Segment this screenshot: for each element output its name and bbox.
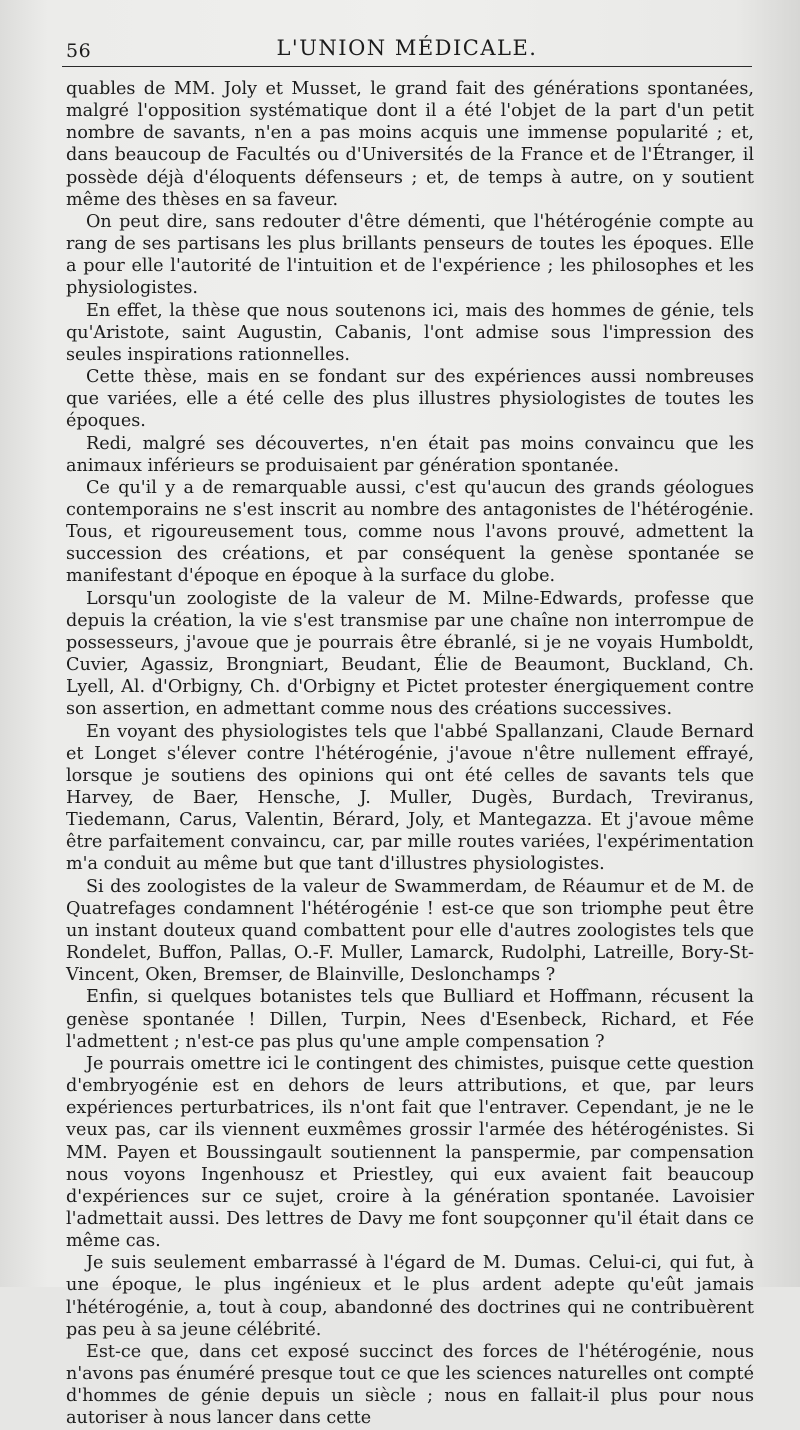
- paragraph: Lorsqu'un zoologiste de la valeur de M. Milne-Edwards, professe que depuis la création, la vie s'est transmise par une chaîne non interrompue de possesseurs, j'avoue que je pourrais être ébranlé, si je ne voyais Humboldt, Cuvier, Agassiz, Brongniart, Beudant, Élie de Beaumont, Buckland, Ch. Lyell, Al. d'Orbigny, Ch. d'Orbigny et Pictet protester énergiquement contre son assertion, en admettant comme nous des créations successives.: [66, 588, 754, 720]
- paragraph: quables de MM. Joly et Musset, le grand fait des générations spontanées, malgré l'opposition systématique dont il a été l'objet de la part d'un petit nombre de savants, n'en a pas moins acquis une immense popularité ; et, dans beaucoup de Facultés ou d'Universités de la France et de l'Étranger, il possède déjà d'éloquents défenseurs ; et, de temps à autre, on y soutient même des thèses en sa faveur.: [66, 79, 754, 210]
- paragraph: En voyant des physiologistes tels que l'abbé Spallanzani, Claude Bernard et Longet s'élever contre l'hétérogénie, j'avoue n'être nullement effrayé, lorsque je soutiens des opinions qui ont été celles de savants tels que Harvey, de Baer, Hensche, J. Muller, Dugès, Burdach, Treviranus, Tiedemann, Carus, Valentin, Bérard, Joly, et Mantegazza. Et j'avoue même être parfaitement convaincu, car, par mille routes variées, l'expérimentation m'a conduit au même but que tant d'illustres physiologistes.: [66, 721, 754, 875]
- header-rule: [62, 66, 752, 67]
- paragraph: Redi, malgré ses découvertes, n'en était pas moins convaincu que les animaux inférieurs se produisaient par génération spontanée.: [66, 433, 754, 476]
- body-text: [66, 78, 754, 1430]
- paragraph: Est-ce que, dans cet exposé succinct des forces de l'hétérogénie, nous n'avons pas énuméré presque tout ce que les sciences naturelles ont compté d'hommes de génie depuis un siècle ; nous en fallait-il plus pour nous autoriser à nous lancer dans cette: [66, 1341, 754, 1429]
- paragraph: Je suis seulement embarrassé à l'égard de M. Dumas. Celui-ci, qui fut, à une époque, le plus ingénieux et le plus ardent adepte qu'eût jamais l'hétérogénie, a, tout à coup, abandonné des doctrines qui ne contribuèrent pas peu à sa jeune célébrité.: [66, 1253, 754, 1340]
- running-title: L'UNION MÉDICALE.: [276, 36, 538, 60]
- paragraph: Si des zoologistes de la valeur de Swammerdam, de Réaumur et de M. de Quatrefages condamnent l'hétérogénie ! est-ce que son triomphe peut être un instant douteux quand combattent pour elle d'autres zoologistes tels que Rondelet, Buffon, Pallas, O.-F. Muller, Lamarck, Rudolphi, Latreille, Bory-St-Vincent, Oken, Bremser, de Blainville, Deslonchamps ?: [66, 876, 754, 986]
- paragraph: On peut dire, sans redouter d'être démenti, que l'hétérogénie compte au rang de ses partisans les plus brillants penseurs de toutes les époques. Elle a pour elle l'autorité de l'intuition et de l'expérience ; les philosophes et les physiologistes.: [66, 211, 754, 299]
- paragraph: Je pourrais omettre ici le contingent des chimistes, puisque cette question d'embryogénie est en dehors de leurs attributions, et que, par leurs expériences perturbatrices, ils n'ont fait que l'entraver. Cependant, je ne le veux pas, car ils viennent euxmêmes grossir l'armée des hétérogénistes. Si MM. Payen et Boussingault soutiennent la panspermie, par compensation nous voyons Ingenhousz et Priestley, qui eux avaient fait beaucoup d'expériences sur ce sujet, croire à la génération spontanée. Lavoisier l'admettait aussi. Des lettres de Davy me font soupçonner qu'il était dans ce même cas.: [66, 1053, 754, 1252]
- page-number: 56: [66, 40, 92, 62]
- paragraph: Ce qu'il y a de remarquable aussi, c'est qu'aucun des grands géologues contemporains ne s'est inscrit au nombre des antagonistes de l'hétérogénie. Tous, et rigoureusement tous, comme nous l'avons prouvé, admettent la succession des créations, et par conséquent la genèse spontanée se manifestant d'époque en époque à la surface du globe.: [66, 477, 754, 587]
- paragraph: En effet, la thèse que nous soutenons ici, mais des hommes de génie, tels qu'Aristote, saint Augustin, Cabanis, l'ont admise sous l'impression des seules inspirations rationnelles.: [66, 300, 754, 365]
- paragraph: Enfin, si quelques botanistes tels que Bulliard et Hoffmann, récusent la genèse spontanée ! Dillen, Turpin, Nees d'Esenbeck, Richard, et Fée l'admettent ; n'est-ce pas plus qu'une ample compensation ?: [66, 987, 754, 1052]
- paragraph: Cette thèse, mais en se fondant sur des expériences aussi nombreuses que variées, elle a été celle des plus illustres physiologistes de toutes les époques.: [66, 367, 754, 432]
- page-header: [62, 30, 752, 70]
